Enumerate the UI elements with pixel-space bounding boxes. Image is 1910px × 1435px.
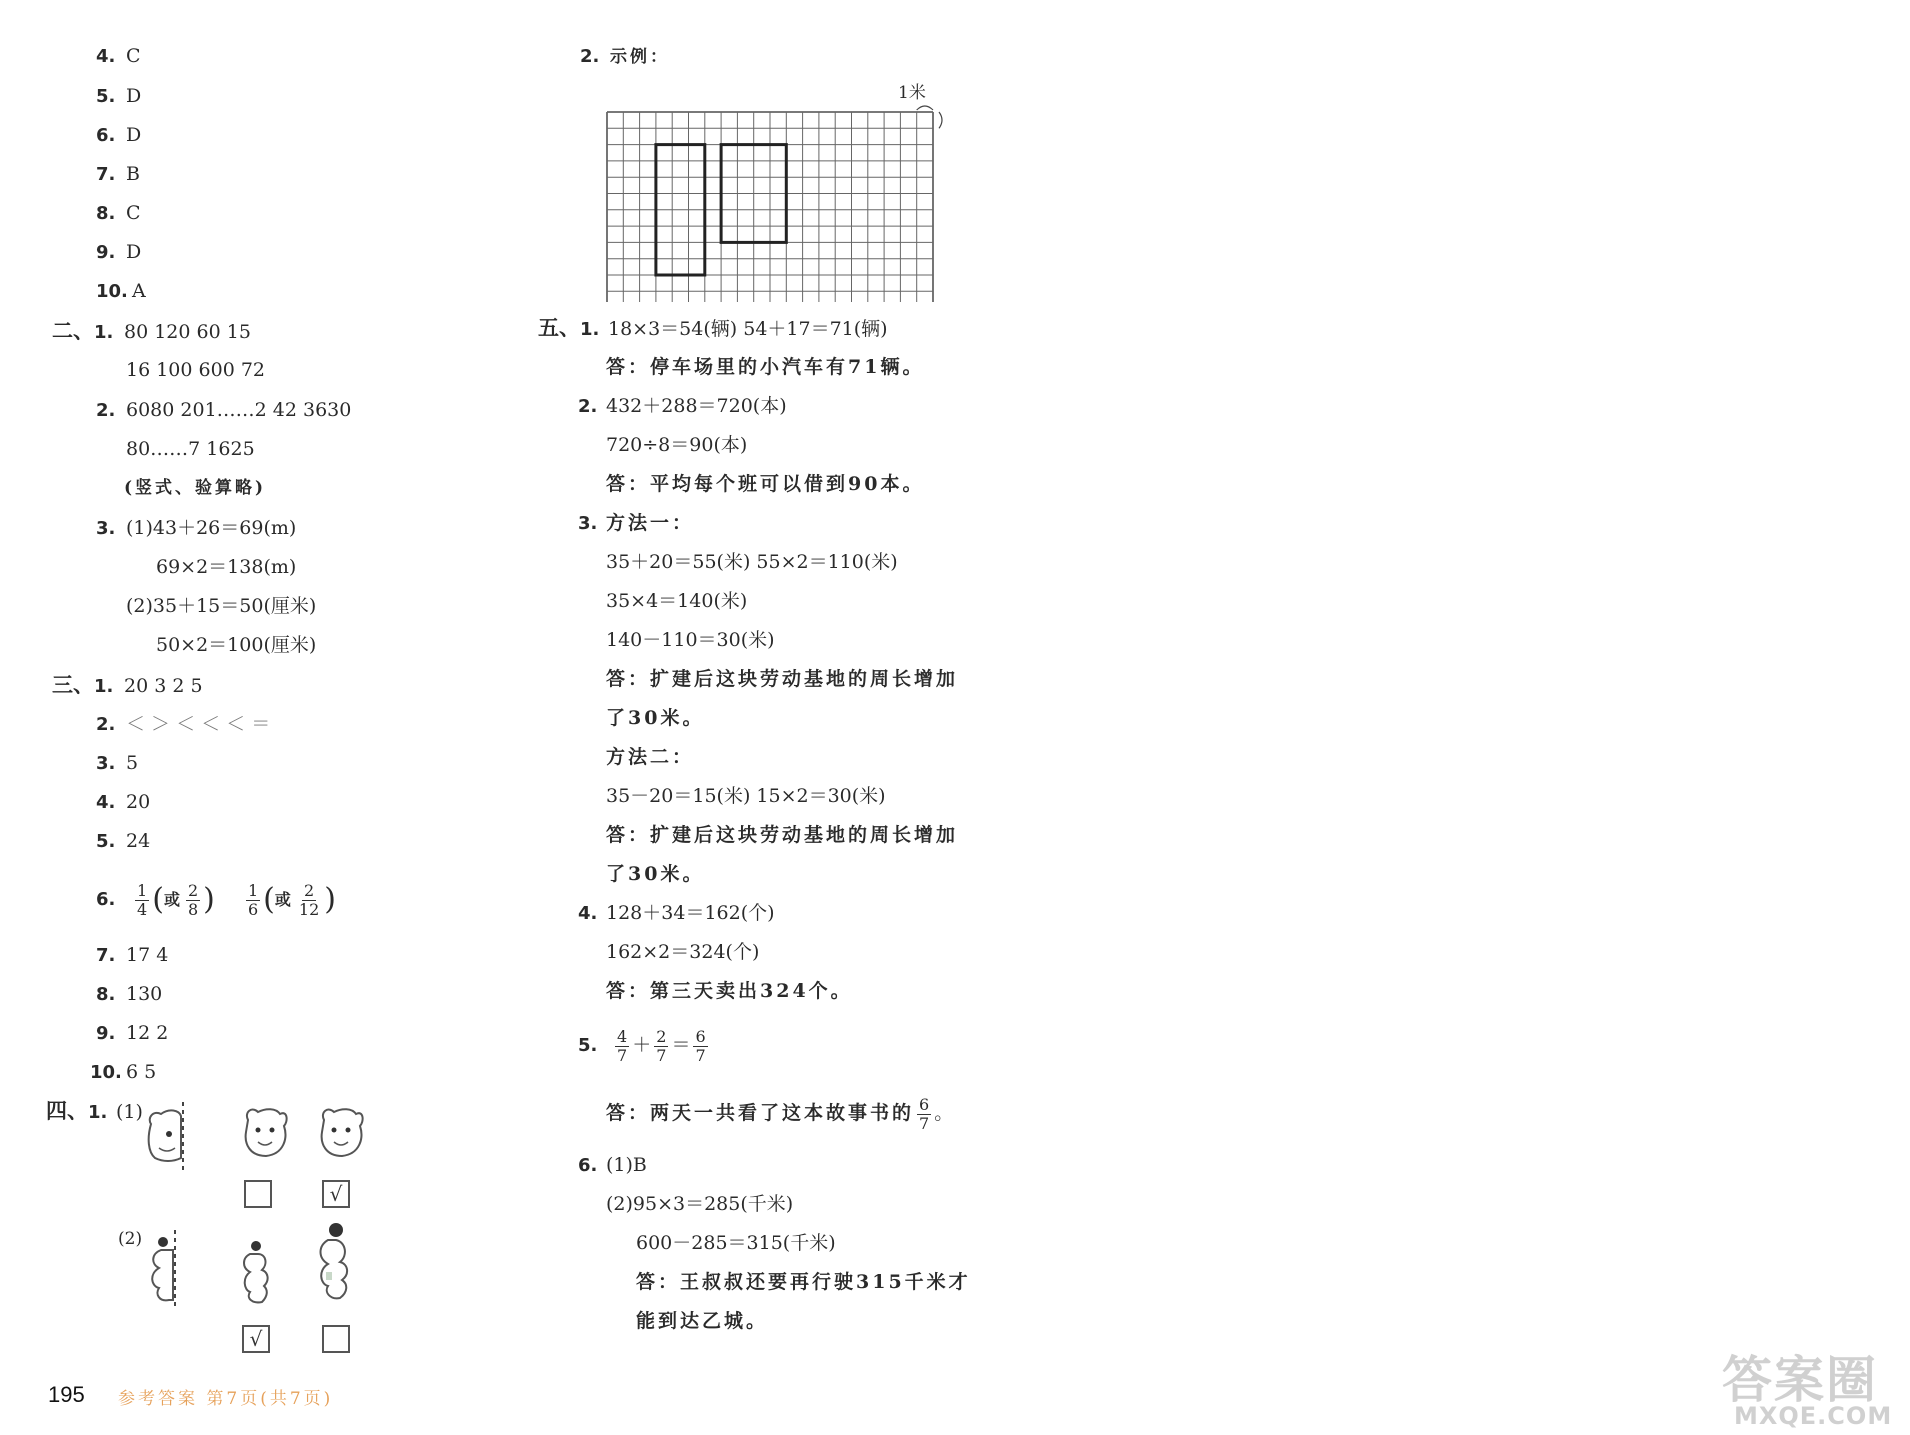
section-4-q1: 四、1. (1) xyxy=(46,1099,143,1123)
section-5-q1-answer: 答：停车场里的小汽车有71辆。 xyxy=(606,356,925,378)
fraction-2-12: $\frac{2}{12}$ xyxy=(298,880,320,919)
section-5-q6-answer-2: 能到达乙城。 xyxy=(636,1310,769,1332)
section-4-q1-part2: (2) xyxy=(118,1229,143,1249)
section-5-q3: 3. 方法一： xyxy=(578,512,695,534)
checkbox-checked: √ xyxy=(322,1180,350,1208)
section-5-q4-answer: 答：第三天卖出324个。 xyxy=(606,980,853,1002)
section-3-q8: 8. 130 xyxy=(96,983,163,1005)
section-5-q3-method-2: 方法二： xyxy=(606,746,695,768)
section-5-q6-l3: 600－285＝315(千米) xyxy=(636,1232,836,1254)
page-number: 195 xyxy=(48,1382,85,1407)
section-2-q3-b1: (2)35＋15＝50(厘米) xyxy=(126,595,317,617)
section-5-q2-l2: 720÷8＝90(本) xyxy=(606,434,748,456)
section-2-q2-note: (竖式、验算略) xyxy=(124,478,267,498)
section-2-q3: 3. (1)43＋26＝69(m) xyxy=(96,517,297,539)
section-5-q3-l2: 35×4＝140(米) xyxy=(606,590,748,612)
section-3-q7: 7. 17 4 xyxy=(96,944,169,966)
section-5-q3-l3: 140－110＝30(米) xyxy=(606,629,775,651)
section-5-q3-answer-2: 答：扩建后这块劳动基地的周长增加 xyxy=(606,824,959,846)
section-5-q3-l4: 35－20＝15(米) 15×2＝30(米) xyxy=(606,785,886,807)
section-3-q10: 10. 6 5 xyxy=(90,1061,157,1083)
section-2-q1: 二、1. 80 120 60 15 xyxy=(52,319,251,343)
section-3-q9: 9. 12 2 xyxy=(96,1022,169,1044)
section-5-q6: 6. (1)B xyxy=(578,1154,647,1176)
section-2-q3-a2: 69×2＝138(m) xyxy=(156,556,297,578)
figure-option-d xyxy=(314,1220,358,1306)
footer-label: 参考答案 第7页(共7页) xyxy=(118,1389,334,1409)
fraction-1-6: $\frac{1}{6}$ xyxy=(247,880,259,919)
answer-8: 8. C xyxy=(96,202,141,224)
figure-symmetric-2 xyxy=(145,1228,185,1308)
section-5-q1: 五、1. 18×3＝54(辆) 54＋17＝71(辆) xyxy=(538,316,888,340)
checkbox-checked-2: √ xyxy=(242,1325,270,1353)
section-2-q3-b2: 50×2＝100(厘米) xyxy=(156,634,317,656)
section-3-q2: 2. ＜ ＞ ＜ ＜ ＜ ＝ xyxy=(96,713,271,735)
checkbox-empty xyxy=(244,1180,272,1208)
section-5-q3-l1: 35＋20＝55(米) 55×2＝110(米) xyxy=(606,551,898,573)
section-5-q2: 2. 432＋288＝720(本) xyxy=(578,395,787,417)
section-5-q2-answer: 答：平均每个班可以借到90本。 xyxy=(606,473,925,495)
fraction-1-4: $\frac{1}{4}$ xyxy=(137,880,148,919)
section-5-q3-answer-2b: 了30米。 xyxy=(606,863,705,885)
section-3-q6: 6. $\frac{1}{4}$ (或 $\frac{2}{8}$ ) $\frac{1}{6}$ (或 $\frac{2}{12}$ ) xyxy=(96,880,336,919)
fraction-2-8: $\frac{2}{8}$ xyxy=(187,880,199,919)
section-5-q5-answer: 答：两天一共看了这本故事书的 $\frac{6}{7}$ 。 xyxy=(606,1094,954,1133)
pig-figure-option-a xyxy=(240,1104,290,1164)
section-4-q2: 2. 示例： xyxy=(580,46,670,67)
checkbox-empty-2 xyxy=(322,1325,350,1353)
section-5-q4-l2: 162×2＝324(个) xyxy=(606,941,760,963)
pig-figure-option-b xyxy=(316,1104,366,1164)
section-5-q6-answer-1: 答：王叔叔还要再行驶315千米才 xyxy=(636,1271,971,1293)
answer-10: 10. A xyxy=(96,280,146,302)
fraction-answer-6-7: $\frac{6}{7}$ xyxy=(919,1094,930,1133)
section-5-q3-answer-1: 答：扩建后这块劳动基地的周长增加 xyxy=(606,668,959,690)
section-3-q5: 5. 24 xyxy=(96,830,151,852)
section-5-q5: 5. $\frac{4}{7}$ ＋ $\frac{2}{7}$ ＝ $\frac{6}{7}$ xyxy=(578,1026,706,1065)
section-5-q4: 4. 128＋34＝162(个) xyxy=(578,902,775,924)
fraction-4-7: $\frac{4}{7}$ xyxy=(617,1026,628,1065)
pig-figure-symmetric xyxy=(145,1098,195,1173)
fraction-2-7: $\frac{2}{7}$ xyxy=(656,1026,667,1065)
fraction-6-7: $\frac{6}{7}$ xyxy=(695,1026,706,1065)
watermark-logo: 答案圈 MXQE.COM xyxy=(1722,1351,1893,1430)
answer-5: 5. D xyxy=(96,85,142,107)
section-5-q3-answer-1b: 了30米。 xyxy=(606,707,705,729)
grid-diagram xyxy=(605,100,965,302)
section-3-q1: 三、1. 20 3 2 5 xyxy=(52,673,203,697)
answer-9: 9. D xyxy=(96,241,142,263)
section-2-q1-row2: 16 100 600 72 xyxy=(126,359,266,381)
answer-4: 4. C xyxy=(96,45,141,67)
grid-unit-label: 1米 xyxy=(898,83,926,103)
answer-7: 7. B xyxy=(96,163,140,185)
section-2-q2: 2. 6080 201……2 42 3630 xyxy=(96,399,352,421)
figure-option-c xyxy=(238,1236,278,1306)
answer-6: 6. D xyxy=(96,124,142,146)
section-5-q6-l2: (2)95×3＝285(千米) xyxy=(606,1193,794,1215)
section-2-q2-row2: 80……7 1625 xyxy=(126,438,255,460)
section-3-q3: 3. 5 xyxy=(96,752,139,774)
section-3-q4: 4. 20 xyxy=(96,791,151,813)
